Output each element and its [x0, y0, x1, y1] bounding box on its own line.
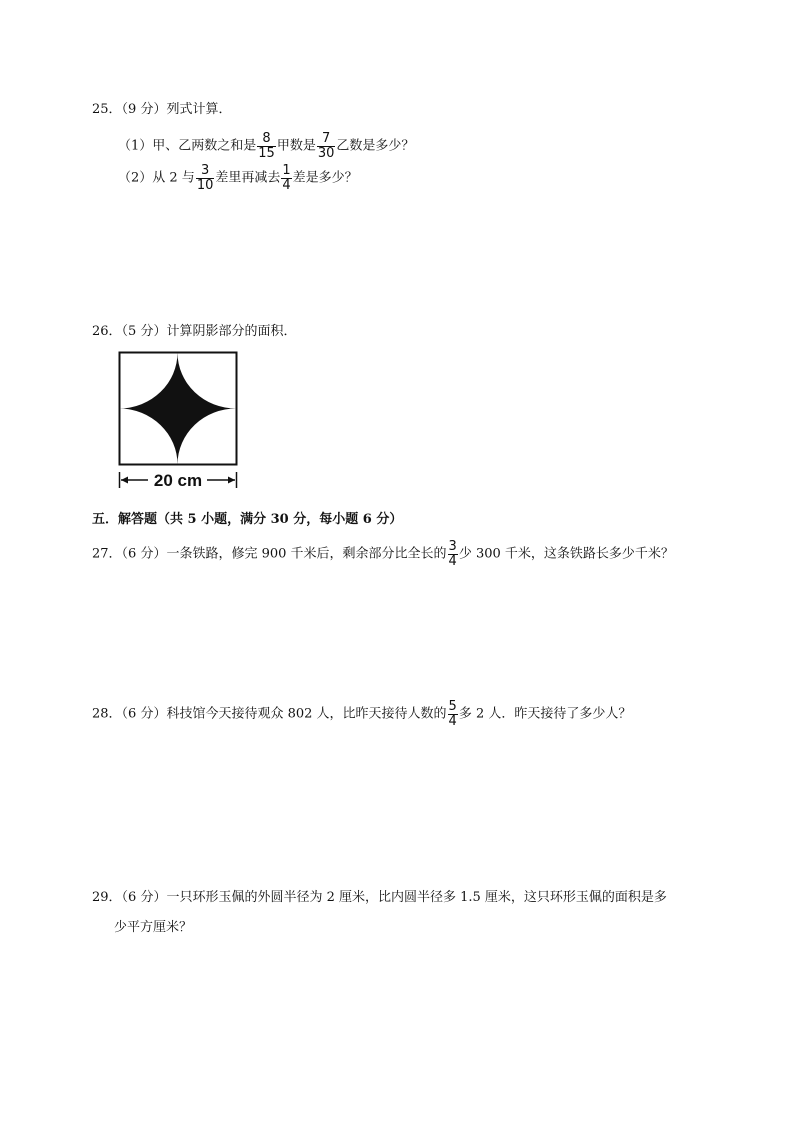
q25-part2: （2）从 2 与 $\frac{3}{10}$ 差里再减去 $\frac{1}{4}$ 差是多少？	[118, 163, 358, 193]
q29-line2: 少平方厘米？	[114, 920, 193, 935]
section-5-title: 五．解答题（共 5 小题，满分 30 分，每小题 6 分）	[92, 512, 403, 527]
q25-heading: 25．（9 分）列式计算．	[92, 102, 232, 117]
q29-line1: 29．（6 分）一只环形玉佩的外圆半径为 2 厘米，比内圆半径多 1.5 厘米，这只环形玉佩的面积是多	[92, 890, 667, 905]
fraction-1-4: $\frac{1}{4}$	[282, 163, 291, 193]
shaded-region	[120, 353, 237, 465]
fraction-7-30: $\frac{7}{30}$	[317, 131, 335, 161]
arrow-left-icon	[121, 477, 128, 484]
q28: 28．（6 分）科技馆今天接待观众 802 人，比昨天接待人数的 $\frac{5}{4}$ 多 2 人．昨天接待了多少人？	[92, 699, 632, 729]
fraction-8-15: $\frac{8}{15}$	[258, 131, 275, 161]
fraction-3-10: $\frac{3}{10}$	[196, 163, 214, 193]
shaded-area-figure	[118, 351, 240, 494]
dimension-label: 20 cm	[153, 471, 203, 490]
fraction-3-4: $\frac{3}{4}$	[448, 539, 457, 569]
fraction-5-4: $\frac{5}{4}$	[448, 699, 457, 729]
q25-part1: （1）甲、乙两数之和是 $\frac{8}{15}$ 甲数是 $\frac{7}{30}$ 乙数是多少？	[118, 131, 415, 161]
q27: 27．（6 分）一条铁路，修完 900 千米后，剩余部分比全长的 $\frac{3}{4}$ 少 300 千米，这条铁路长多少千米？	[92, 539, 674, 569]
arrow-right-icon	[228, 477, 235, 484]
q26-heading: 26．（5 分）计算阴影部分的面积．	[92, 324, 297, 339]
